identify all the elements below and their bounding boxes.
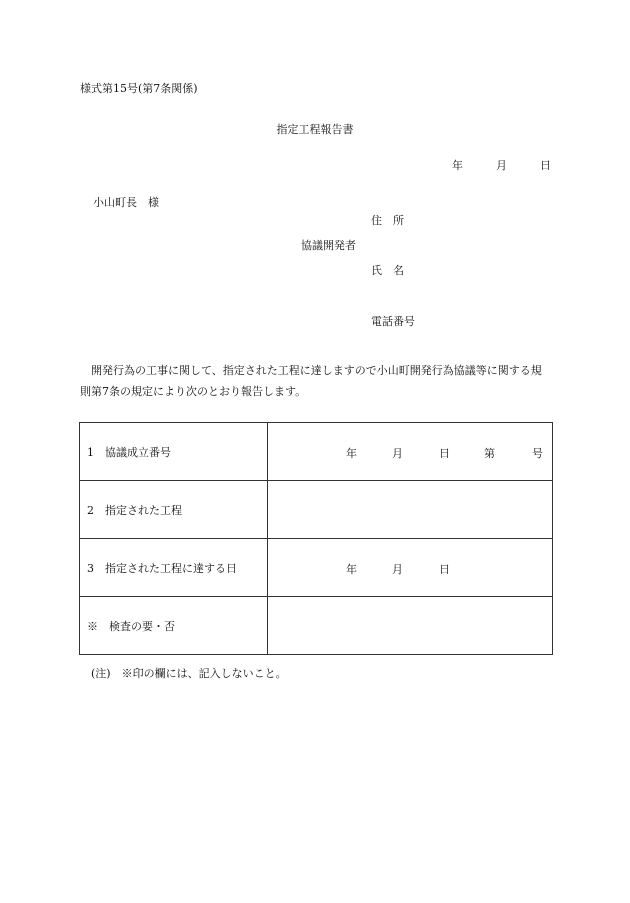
report-table xyxy=(79,422,553,655)
agreement-number-cell xyxy=(268,423,553,481)
date-line xyxy=(452,157,551,173)
table-row xyxy=(80,423,553,481)
reach-day: 日 xyxy=(439,563,450,576)
row-label: 3 指定された工程に達する日 xyxy=(80,539,268,597)
reach-month: 月 xyxy=(392,563,403,576)
table-row xyxy=(80,481,553,539)
agreement-go: 号 xyxy=(532,447,543,460)
inspection-cell xyxy=(268,597,553,655)
agreement-year: 年 xyxy=(346,447,357,460)
recipient: 小山町長 様 xyxy=(93,196,159,209)
date-year: 年 xyxy=(452,159,463,172)
row-label: 2 指定された工程 xyxy=(80,481,268,539)
note: (注) ※印の欄には、記入しないこと。 xyxy=(91,667,287,680)
date-day: 日 xyxy=(540,159,551,172)
document-title: 指定工程報告書 xyxy=(276,123,354,136)
row-label: 1 協議成立番号 xyxy=(80,423,268,481)
developer-label: 協議開発者 xyxy=(301,239,356,252)
name-label: 氏 名 xyxy=(371,264,404,277)
agreement-day: 日 xyxy=(439,447,450,460)
body-text: 開発行為の工事に関して、指定された工程に達しますので小山町開発行為協議等に関する規則第7条の規定により次のとおり報告します。 xyxy=(80,364,542,398)
reach-date-cell xyxy=(268,539,553,597)
date-month: 月 xyxy=(496,159,507,172)
table-row xyxy=(80,539,553,597)
row-label: ※ 検査の要・否 xyxy=(80,597,268,655)
designated-process-cell xyxy=(268,481,553,539)
agreement-month: 月 xyxy=(392,447,403,460)
table-row xyxy=(80,597,553,655)
agreement-dai: 第 xyxy=(484,447,495,460)
reach-year: 年 xyxy=(346,563,357,576)
address-label: 住 所 xyxy=(371,214,404,227)
form-number: 様式第15号(第7条関係) xyxy=(80,82,198,95)
phone-label: 電話番号 xyxy=(371,315,415,328)
